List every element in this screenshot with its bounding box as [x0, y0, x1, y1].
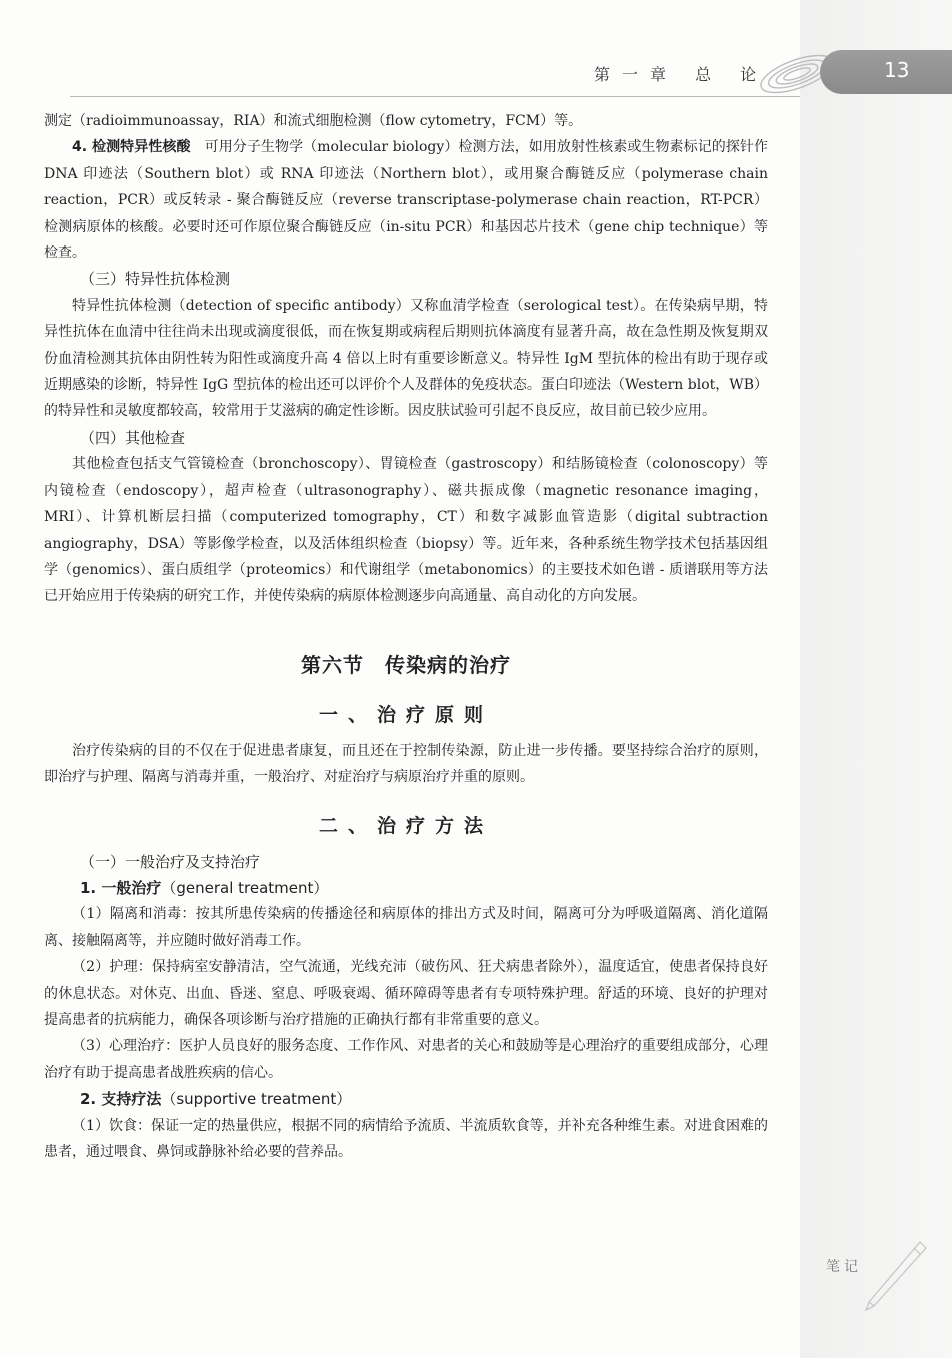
notes-label: 笔记	[826, 1259, 862, 1275]
item-heading-general: 1. 一般治疗（general treatment）	[80, 878, 329, 897]
subsection-heading: （三）特异性抗体检测	[80, 270, 231, 289]
paragraph: （3）心理治疗：医护人员良好的服务态度、工作作风、对患者的关心和鼓励等是心理治疗的重要组成部分，心理治疗有助于提高患者战胜疾病的信心。	[44, 1038, 768, 1081]
paragraph: （1）隔离和消毒：按其所患传染病的传播途径和病原体的排出方式及时间，隔离可分为呼吸道隔离、消化道隔离、接触隔离等，并应随时做好消毒工作。	[44, 906, 768, 949]
heading-methods: 二、治疗方法	[318, 814, 493, 837]
page-number: 13	[884, 58, 910, 82]
item-heading-support: 2. 支持疗法（supportive treatment）	[80, 1090, 352, 1109]
paragraph	[44, 134, 768, 266]
section-title: 第六节 传染病的治疗	[301, 652, 511, 677]
paragraph: （1）饮食：保证一定的热量供应，根据不同的病情给予流质、半流质软食等，并补充各种维生素。对进食困难的患者，通过喂食、鼻饲或静脉补给必要的营养品。	[44, 1117, 768, 1160]
pen-icon	[860, 1236, 930, 1316]
paragraph: 特异性抗体检测（detection of specific antibody）又称血清学检查（serological test）。在传染病早期，特异性抗体在血清中往往尚未出现或滴度很低，而在恢复期或病程后期则抗体滴度有显著升高，故在急性期及恢复期双份血清检测其抗体由阴性转为阳性或滴度升高 4 倍以上时有重要诊断意义。特异性 IgM 型抗体的检出有助于现存或近期感染的诊断，特异性 IgG 型抗体的检出还可以评价个人及群体的免疫状态。蛋白印迹法（Western blot，WB）的特异性和灵敏度都较高，较常用于艾滋病的确定性诊断。因皮肤试验可引起不良反应，故目前已较少应用。	[44, 297, 768, 420]
notes-margin	[800, 0, 952, 1358]
paragraph: 测定（radioimmunoassay，RIA）和流式细胞检测（flow cytometry，FCM）等。	[44, 113, 583, 129]
subsection-heading: （四）其他检查	[80, 428, 186, 447]
chapter-header: 第一章 总 论	[594, 65, 769, 84]
subsection-heading: （一）一般治疗及支持治疗	[80, 852, 261, 871]
heading-principles: 一、治疗原则	[318, 703, 493, 726]
page-body	[44, 108, 768, 1165]
paragraph: 其他检查包括支气管镜检查（bronchoscopy）、胃镜检查（gastroscopy）和结肠镜检查（colonoscopy）等内镜检查（endoscopy），超声检查（ultrasonography）、磁共振成像（magnetic resonance imaging，MRI）、计算机断层扫描（computerized tomography，CT）和数字减影血管造影（digital subtraction angiography，DSA）等影像学检查，以及活体组织检查（biopsy）等。近年来，各种系统生物学技术包括基因组学（genomics）、蛋白质组学（proteomics）和代谢组学（metabonomics）的主要技术如色谱 - 质谱联用等方法已开始应用于传染病的研究工作，并使传染病的病原体检测逐步向高通量、高自动化的方向发展。	[44, 456, 768, 605]
header-divider	[70, 96, 800, 97]
item-text: 可用分子生物学（molecular biology）检测方法，如用放射性核素或生物素标记的探针作 DNA 印迹法（Southern blot）或 RNA 印迹法（Northern blot），或用聚合酶链反应（polymerase chain reaction，PCR）或反转录 - 聚合酶链反应（reverse transcriptase-polymerase chain reaction，RT-PCR）检测病原体的核酸。必要时还可作原位聚合酶链反应（in-situ PCR）和基因芯片技术（gene chip technique）等检查。	[44, 139, 768, 262]
item-heading: 4. 检测特异性核酸	[72, 139, 191, 156]
paragraph: （2）护理：保持病室安静清洁，空气流通，光线充沛（破伤风、狂犬病患者除外），温度适宜，使患者保持良好的休息状态。对休克、出血、昏迷、窒息、呼吸衰竭、循环障碍等患者有专项特殊护理。舒适的环境、良好的护理对提高患者的抗病能力，确保各项诊断与治疗措施的正确执行都有非常重要的意义。	[44, 959, 768, 1028]
paragraph: 治疗传染病的目的不仅在于促进患者康复，而且还在于控制传染源，防止进一步传播。要坚持综合治疗的原则，即治疗与护理、隔离与消毒并重，一般治疗、对症治疗与病原治疗并重的原则。	[44, 742, 768, 786]
